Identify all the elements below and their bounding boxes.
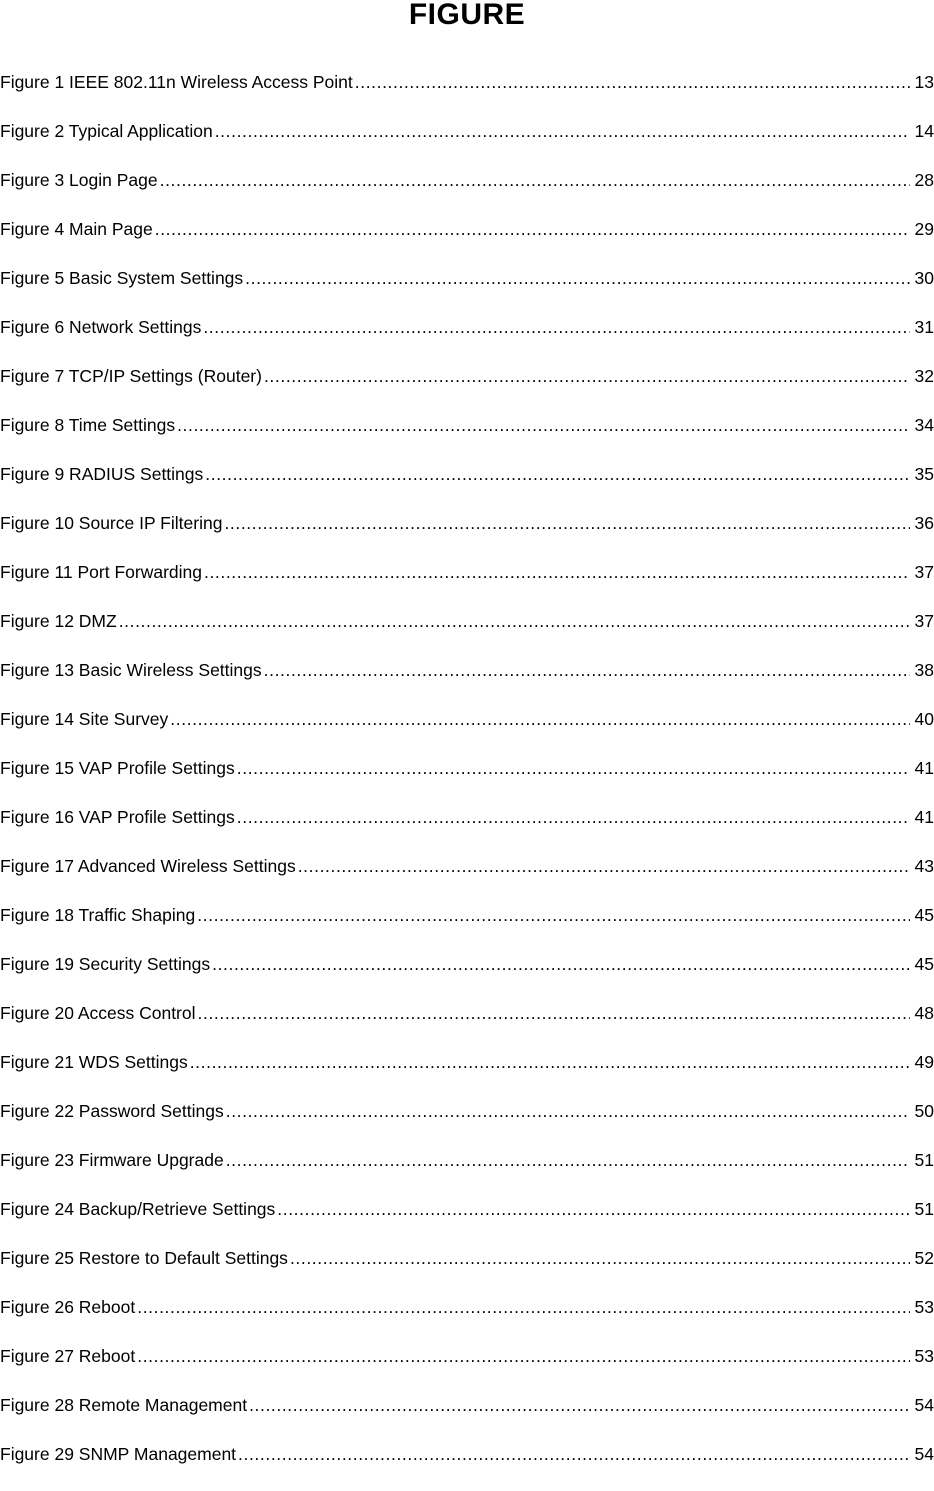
toc-entry-page-number: 50: [914, 1101, 934, 1121]
toc-entry-page-number: 51: [914, 1199, 934, 1219]
toc-dot-leader: [264, 658, 910, 682]
toc-entry-label: Figure 8 Time Settings: [0, 415, 176, 435]
toc-entry-page-number: 41: [914, 758, 934, 778]
toc-dot-leader: [226, 1099, 910, 1123]
toc-entry-page-number: 51: [914, 1150, 934, 1170]
toc-entry-label: Figure 6 Network Settings: [0, 317, 202, 337]
toc-entry-page-number: 37: [914, 611, 934, 631]
toc-dot-leader: [137, 1344, 909, 1368]
toc-entry-label: Figure 29 SNMP Management: [0, 1444, 237, 1464]
toc-dot-leader: [170, 707, 909, 731]
toc-entry-label: Figure 15 VAP Profile Settings: [0, 758, 235, 778]
toc-entry[interactable]: [0, 1050, 934, 1099]
toc-dot-leader: [237, 805, 910, 829]
toc-entry-page-number: 41: [914, 807, 934, 827]
toc-entry-label: Figure 27 Reboot: [0, 1346, 136, 1366]
toc-entry-label: Figure 11 Port Forwarding: [0, 562, 202, 582]
toc-dot-leader: [290, 1246, 910, 1270]
toc-entry-page-number: 34: [914, 415, 934, 435]
toc-entry[interactable]: [0, 1393, 934, 1442]
toc-entry[interactable]: [0, 854, 934, 903]
toc-entry[interactable]: [0, 1001, 934, 1050]
toc-entry[interactable]: [0, 168, 934, 217]
toc-entry[interactable]: [0, 364, 934, 413]
toc-entry[interactable]: [0, 266, 934, 315]
toc-dot-leader: [298, 854, 910, 878]
toc-dot-leader: [264, 364, 910, 388]
toc-dot-leader: [137, 1295, 909, 1319]
toc-entry-page-number: 13: [914, 72, 934, 92]
toc-entry-page-number: 54: [914, 1395, 934, 1415]
toc-dot-leader: [198, 1001, 910, 1025]
toc-dot-leader: [226, 1148, 910, 1172]
toc-dot-leader: [197, 903, 909, 927]
toc-entry[interactable]: [0, 413, 934, 462]
toc-entry-page-number: 52: [914, 1248, 934, 1268]
toc-entry[interactable]: [0, 1295, 934, 1344]
toc-entry[interactable]: [0, 805, 934, 854]
toc-entry-page-number: 29: [914, 219, 934, 239]
toc-entry-label: Figure 26 Reboot: [0, 1297, 136, 1317]
toc-entry[interactable]: [0, 756, 934, 805]
toc-entry-label: Figure 19 Security Settings: [0, 954, 211, 974]
toc-entry-label: Figure 18 Traffic Shaping: [0, 905, 196, 925]
toc-dot-leader: [212, 952, 909, 976]
toc-entry[interactable]: [0, 1197, 934, 1246]
toc-entry-page-number: 38: [914, 660, 934, 680]
toc-dot-leader: [155, 217, 910, 241]
toc-entry-label: Figure 12 DMZ: [0, 611, 117, 631]
toc-dot-leader: [245, 266, 909, 290]
toc-entry[interactable]: [0, 1099, 934, 1148]
toc-entry-page-number: 45: [914, 905, 934, 925]
toc-entry-label: Figure 2 Typical Application: [0, 121, 213, 141]
toc-entry-label: Figure 17 Advanced Wireless Settings: [0, 856, 296, 876]
toc-dot-leader: [203, 315, 909, 339]
page-title: FIGURE: [408, 0, 526, 31]
toc-entry[interactable]: [0, 1442, 934, 1491]
toc-entry[interactable]: [0, 609, 934, 658]
toc-entry-label: Figure 16 VAP Profile Settings: [0, 807, 235, 827]
toc-entry-label: Figure 21 WDS Settings: [0, 1052, 188, 1072]
toc-entry[interactable]: [0, 511, 934, 560]
toc-dot-leader: [355, 70, 910, 94]
toc-dot-leader: [215, 119, 910, 143]
toc-entry[interactable]: [0, 952, 934, 1001]
toc-entry-page-number: 48: [914, 1003, 934, 1023]
toc-dot-leader: [204, 560, 910, 584]
toc-entry-page-number: 32: [914, 366, 934, 386]
toc-entry-label: Figure 23 Firmware Upgrade: [0, 1150, 224, 1170]
toc-dot-leader: [205, 462, 909, 486]
toc-entry-page-number: 49: [914, 1052, 934, 1072]
toc-entry-label: Figure 10 Source IP Filtering: [0, 513, 223, 533]
toc-entry[interactable]: [0, 1148, 934, 1197]
toc-entry-page-number: 35: [914, 464, 934, 484]
toc-entry-label: Figure 7 TCP/IP Settings (Router): [0, 366, 262, 386]
toc-entry[interactable]: [0, 462, 934, 511]
toc-entry-page-number: 53: [914, 1297, 934, 1317]
toc-entry-label: Figure 20 Access Control: [0, 1003, 196, 1023]
toc-dot-leader: [119, 609, 910, 633]
toc-entry-label: Figure 28 Remote Management: [0, 1395, 248, 1415]
toc-entry-label: Figure 25 Restore to Default Settings: [0, 1248, 288, 1268]
toc-entry-label: Figure 22 Password Settings: [0, 1101, 224, 1121]
toc-entry-label: Figure 13 Basic Wireless Settings: [0, 660, 262, 680]
toc-entry-page-number: 53: [914, 1346, 934, 1366]
toc-entry-page-number: 45: [914, 954, 934, 974]
figure-index-list: [0, 70, 934, 1491]
toc-entry[interactable]: [0, 217, 934, 266]
toc-entry-page-number: 43: [914, 856, 934, 876]
toc-entry-page-number: 14: [914, 121, 934, 141]
toc-entry[interactable]: [0, 903, 934, 952]
toc-entry-page-number: 37: [914, 562, 934, 582]
toc-entry[interactable]: [0, 658, 934, 707]
toc-entry-label: Figure 24 Backup/Retrieve Settings: [0, 1199, 276, 1219]
toc-entry[interactable]: [0, 560, 934, 609]
toc-entry[interactable]: [0, 119, 934, 168]
toc-entry-label: Figure 3 Login Page: [0, 170, 158, 190]
toc-dot-leader: [238, 1442, 909, 1466]
toc-entry-label: Figure 9 RADIUS Settings: [0, 464, 204, 484]
toc-entry[interactable]: [0, 707, 934, 756]
toc-entry[interactable]: [0, 70, 934, 119]
toc-dot-leader: [160, 168, 910, 192]
toc-entry[interactable]: [0, 315, 934, 364]
toc-dot-leader: [190, 1050, 910, 1074]
toc-entry-label: Figure 4 Main Page: [0, 219, 153, 239]
toc-entry[interactable]: [0, 1246, 934, 1295]
toc-entry-page-number: 40: [914, 709, 934, 729]
toc-entry-page-number: 36: [914, 513, 934, 533]
toc-entry-page-number: 31: [914, 317, 934, 337]
toc-entry-page-number: 30: [914, 268, 934, 288]
toc-dot-leader: [177, 413, 909, 437]
toc-dot-leader: [277, 1197, 909, 1221]
toc-dot-leader: [249, 1393, 909, 1417]
toc-entry-page-number: 54: [914, 1444, 934, 1464]
toc-entry-label: Figure 14 Site Survey: [0, 709, 169, 729]
toc-dot-leader: [237, 756, 910, 780]
toc-entry-label: Figure 5 Basic System Settings: [0, 268, 244, 288]
toc-entry-page-number: 28: [914, 170, 934, 190]
toc-entry[interactable]: [0, 1344, 934, 1393]
toc-dot-leader: [224, 511, 909, 535]
toc-entry-label: Figure 1 IEEE 802.11n Wireless Access Point: [0, 72, 353, 92]
